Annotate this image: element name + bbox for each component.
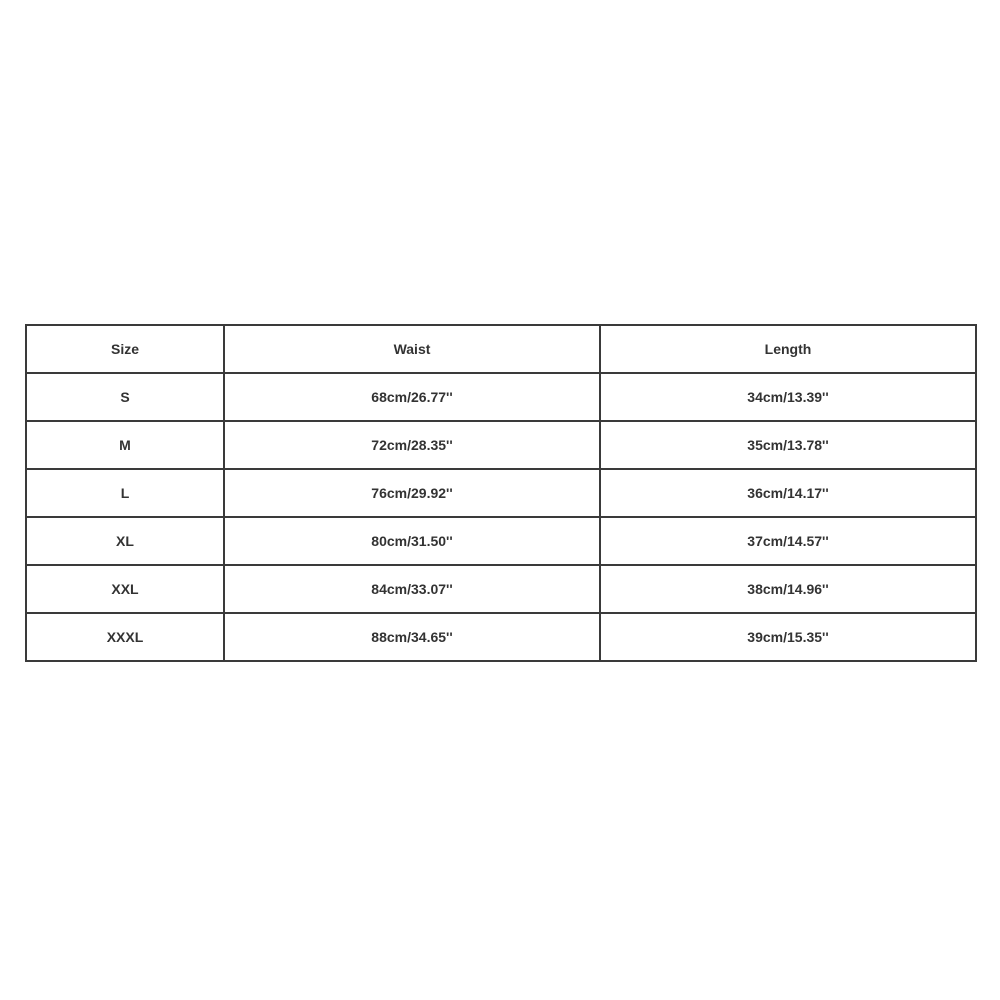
waist-cell: 68cm/26.77''	[224, 373, 600, 421]
length-cell: 38cm/14.96''	[600, 565, 976, 613]
size-chart-table	[25, 324, 977, 662]
table-row	[26, 421, 976, 469]
table-header	[26, 325, 976, 373]
waist-cell: 88cm/34.65''	[224, 613, 600, 661]
length-cell: 36cm/14.17''	[600, 469, 976, 517]
table-row	[26, 517, 976, 565]
length-cell: 35cm/13.78''	[600, 421, 976, 469]
size-cell: XL	[26, 517, 224, 565]
length-cell: 34cm/13.39''	[600, 373, 976, 421]
size-cell: M	[26, 421, 224, 469]
size-cell: XXL	[26, 565, 224, 613]
waist-cell: 72cm/28.35''	[224, 421, 600, 469]
header-waist: Waist	[224, 325, 600, 373]
waist-cell: 76cm/29.92''	[224, 469, 600, 517]
table-body	[26, 373, 976, 661]
waist-cell: 84cm/33.07''	[224, 565, 600, 613]
size-cell: S	[26, 373, 224, 421]
header-length: Length	[600, 325, 976, 373]
table-row	[26, 469, 976, 517]
table-row	[26, 613, 976, 661]
table-row	[26, 373, 976, 421]
header-size: Size	[26, 325, 224, 373]
length-cell: 39cm/15.35''	[600, 613, 976, 661]
table-row	[26, 565, 976, 613]
length-cell: 37cm/14.57''	[600, 517, 976, 565]
size-cell: XXXL	[26, 613, 224, 661]
waist-cell: 80cm/31.50''	[224, 517, 600, 565]
size-cell: L	[26, 469, 224, 517]
header-row	[26, 325, 976, 373]
